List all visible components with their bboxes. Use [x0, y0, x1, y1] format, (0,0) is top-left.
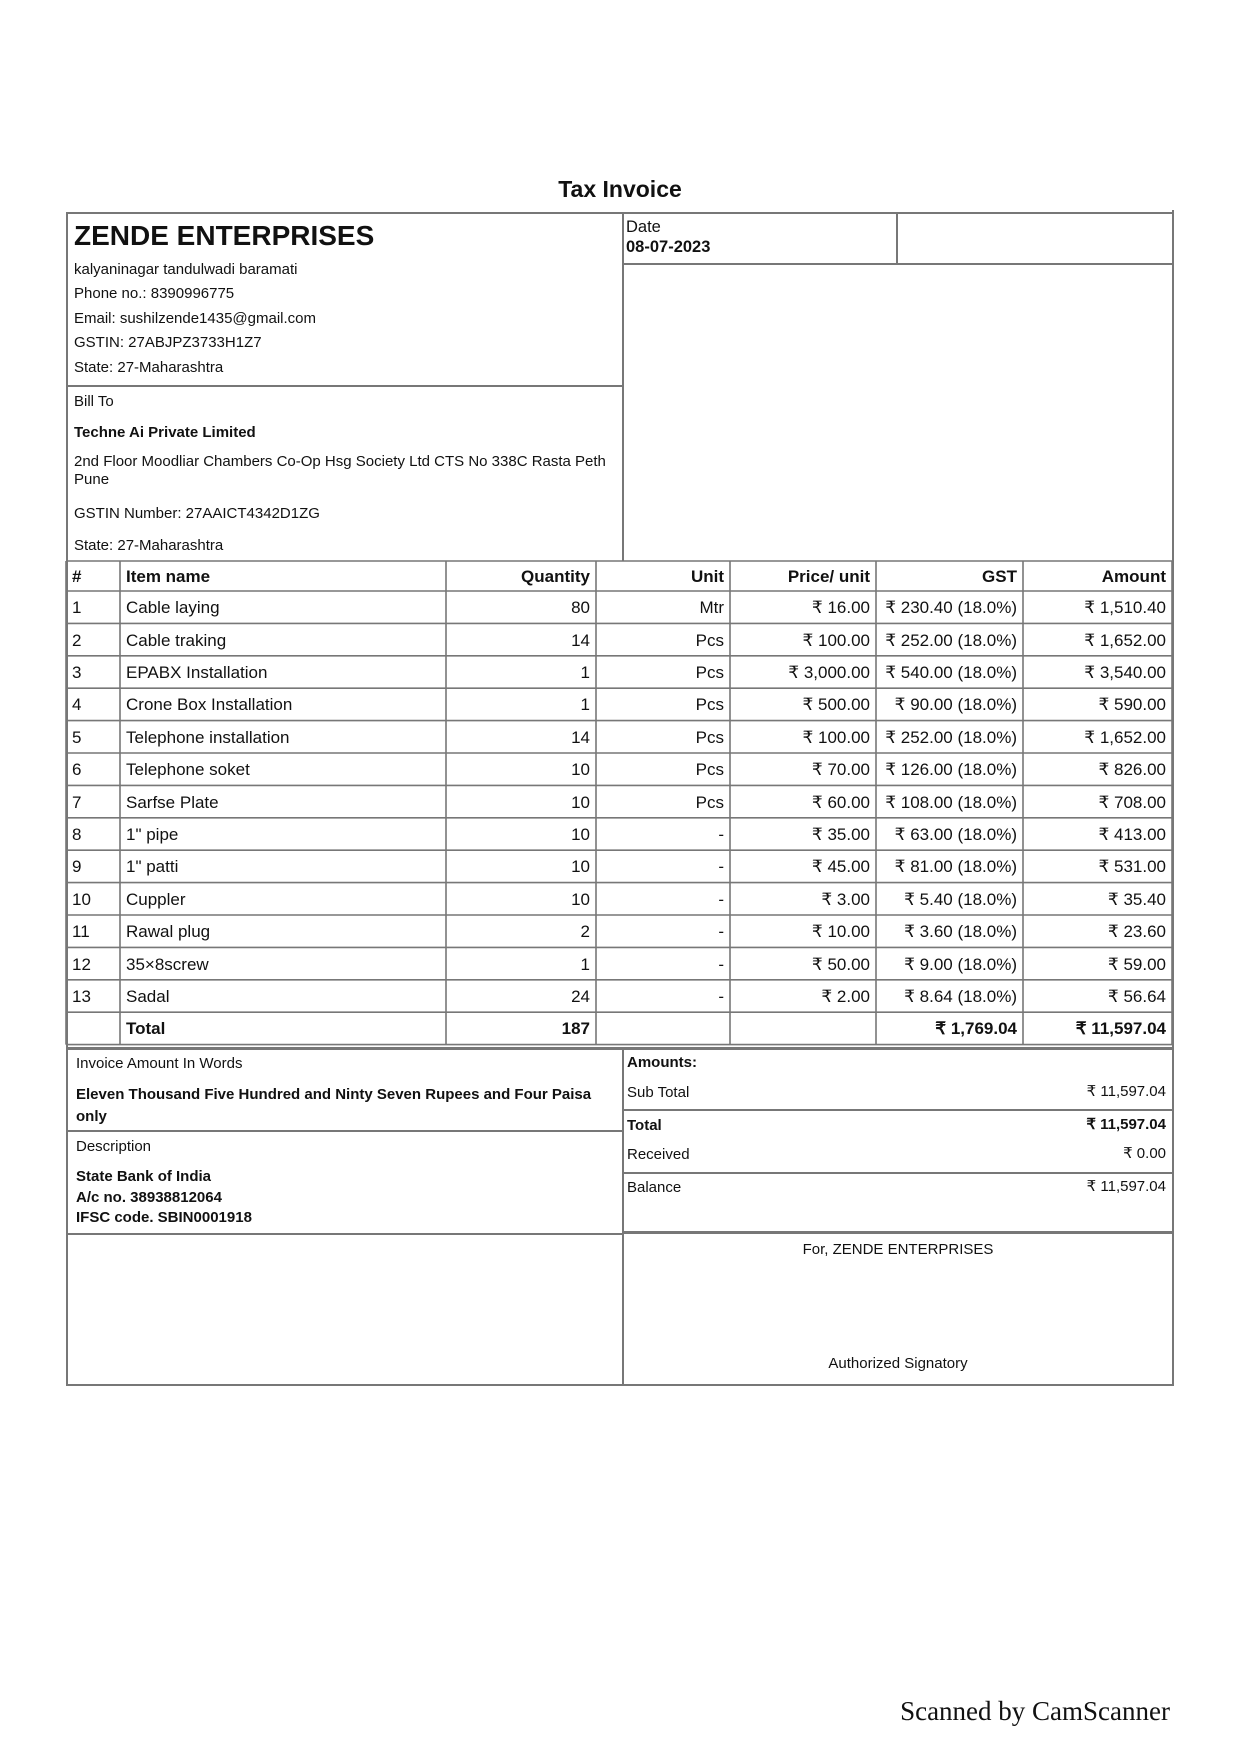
- cell-quantity: 2: [580, 922, 590, 942]
- cell-unit: Pcs: [695, 663, 724, 682]
- cell-unit: -: [718, 922, 724, 942]
- cell-row-number: 3: [72, 663, 82, 682]
- cell-gst: ₹ 108.00 (18.0%): [885, 792, 1017, 812]
- cell-unit: -: [718, 987, 724, 1006]
- cell-gst: ₹ 81.00 (18.0%): [894, 857, 1017, 877]
- cell-row-number: 11: [72, 922, 90, 942]
- camscanner-watermark: Scanned by CamScanner: [900, 1696, 1170, 1726]
- date-value: 08-07-2023: [626, 238, 711, 256]
- total-row-label: Total: [126, 1019, 166, 1039]
- words-bottom-border: [66, 1130, 624, 1132]
- seller-gstin: GSTIN: 27ABJPZ3733H1Z7: [74, 334, 262, 351]
- cell-amount: ₹ 708.00: [1098, 792, 1166, 812]
- cell-row-number: 7: [72, 792, 82, 812]
- cell-gst: ₹ 8.64 (18.0%): [904, 987, 1017, 1006]
- cell-gst: ₹ 252.00 (18.0%): [885, 727, 1017, 747]
- cell-row-number: 2: [72, 630, 82, 650]
- cell-item-name: Rawal plug: [126, 922, 211, 942]
- header-price-unit: Price/ unit: [787, 567, 870, 586]
- cell-amount: ₹ 35.40: [1107, 889, 1166, 909]
- seller-phone: Phone no.: 8390996775: [74, 285, 235, 302]
- bill-to-name: Techne Ai Private Limited: [74, 424, 256, 441]
- authorized-signatory-label: Authorized Signatory: [828, 1355, 968, 1372]
- amount-words-label: Invoice Amount In Words: [76, 1055, 243, 1072]
- cell-unit: Pcs: [695, 695, 724, 715]
- total-row-amount: ₹ 11,597.04: [1075, 1019, 1166, 1039]
- cell-amount: ₹ 59.00: [1107, 954, 1166, 974]
- amounts-label: Amounts:: [627, 1054, 697, 1071]
- cell-item-name: Telephone soket: [126, 760, 250, 780]
- cell-item-name: Cuppler: [126, 889, 186, 909]
- cell-item-name: Crone Box Installation: [126, 695, 293, 715]
- cell-row-number: 5: [72, 727, 82, 747]
- received-bottom-border: [622, 1172, 1174, 1174]
- description-bottom-border: [66, 1233, 624, 1235]
- cell-amount: ₹ 590.00: [1098, 695, 1166, 715]
- cell-unit: -: [718, 825, 724, 844]
- cell-quantity: 10: [571, 760, 590, 780]
- cell-unit: Pcs: [695, 760, 724, 780]
- seller-email: Email: sushilzende1435@gmail.com: [74, 310, 317, 327]
- cell-unit: -: [718, 857, 724, 877]
- cell-item-name: EPABX Installation: [126, 663, 268, 682]
- cell-quantity: 1: [580, 954, 590, 974]
- cell-amount: ₹ 23.60: [1107, 922, 1166, 942]
- cell-unit: Mtr: [699, 598, 724, 618]
- total-row-quantity: 187: [561, 1019, 590, 1039]
- cell-unit: -: [718, 889, 724, 909]
- cell-row-number: 13: [72, 987, 91, 1006]
- cell-gst: ₹ 3.60 (18.0%): [904, 922, 1017, 942]
- cell-item-name: 35×8screw: [126, 954, 209, 974]
- cell-row-number: 6: [72, 760, 82, 780]
- total-value: ₹ 11,597.04: [1086, 1116, 1166, 1133]
- seller-state: State: 27-Maharashtra: [74, 359, 224, 376]
- cell-gst: ₹ 9.00 (18.0%): [904, 954, 1017, 974]
- cell-item-name: 1" patti: [126, 857, 179, 877]
- cell-amount: ₹ 531.00: [1098, 857, 1166, 877]
- cell-gst: ₹ 252.00 (18.0%): [885, 630, 1017, 650]
- signature-for-label: For, ZENDE ENTERPRISES: [802, 1241, 994, 1258]
- cell-price-unit: ₹ 45.00: [811, 857, 870, 877]
- header-quantity: Quantity: [521, 567, 590, 586]
- bill-to-address: 2nd Floor Moodliar Chambers Co-Op Hsg Society Ltd CTS No 338C Rasta Peth Pune: [74, 453, 606, 488]
- cell-gst: ₹ 63.00 (18.0%): [894, 825, 1017, 844]
- cell-unit: Pcs: [695, 630, 724, 650]
- bill-to-gstin: GSTIN Number: 27AAICT4342D1ZG: [74, 505, 320, 522]
- cell-quantity: 14: [571, 727, 590, 747]
- header-unit: Unit: [690, 567, 724, 586]
- sub-total-value: ₹ 11,597.04: [1086, 1083, 1166, 1100]
- date-label: Date: [626, 218, 661, 236]
- cell-price-unit: ₹ 3,000.00: [788, 663, 870, 682]
- bill-to-label: Bill To: [74, 393, 114, 410]
- cell-quantity: 80: [571, 598, 590, 618]
- cell-unit: -: [718, 954, 724, 974]
- cell-quantity: 14: [571, 630, 590, 650]
- amount-words-value: Eleven Thousand Five Hundred and Ninty Seven Rupees and Four Paisa only: [76, 1086, 592, 1125]
- sub-total-label: Sub Total: [627, 1084, 690, 1101]
- seller-address: kalyaninagar tandulwadi baramati: [74, 261, 298, 278]
- cell-row-number: 12: [72, 954, 91, 974]
- cell-item-name: Sadal: [126, 987, 170, 1006]
- cell-price-unit: ₹ 35.00: [811, 825, 870, 844]
- cell-price-unit: ₹ 2.00: [821, 987, 870, 1006]
- cell-row-number: 1: [72, 598, 82, 618]
- cell-amount: ₹ 826.00: [1098, 760, 1166, 780]
- total-row-gst: ₹ 1,769.04: [935, 1019, 1017, 1039]
- header-gst: GST: [982, 567, 1017, 586]
- cell-quantity: 10: [571, 792, 590, 812]
- invoice-title: Tax Invoice: [558, 176, 682, 202]
- cell-price-unit: ₹ 500.00: [802, 695, 870, 715]
- cell-quantity: 10: [571, 857, 590, 877]
- cell-item-name: Telephone installation: [126, 727, 290, 747]
- cell-unit: Pcs: [695, 792, 724, 812]
- cell-quantity: 24: [571, 987, 590, 1006]
- cell-amount: ₹ 1,652.00: [1084, 727, 1166, 747]
- cell-price-unit: ₹ 70.00: [811, 760, 870, 780]
- subtotal-bottom-border: [622, 1109, 1174, 1111]
- cell-quantity: 10: [571, 889, 590, 909]
- cell-price-unit: ₹ 60.00: [811, 792, 870, 812]
- cell-unit: Pcs: [695, 727, 724, 747]
- cell-item-name: Sarfse Plate: [126, 792, 219, 812]
- header-row-number: #: [72, 567, 82, 586]
- cell-amount: ₹ 1,652.00: [1084, 630, 1166, 650]
- cell-quantity: 1: [580, 663, 590, 682]
- header-item-name: Item name: [126, 567, 211, 586]
- bottom-divider-vertical: [622, 1048, 624, 1386]
- balance-value: ₹ 11,597.04: [1086, 1178, 1166, 1195]
- cell-amount: ₹ 56.64: [1107, 987, 1166, 1006]
- cell-quantity: 1: [580, 695, 590, 715]
- cell-item-name: Cable traking: [126, 630, 227, 650]
- total-label: Total: [627, 1117, 662, 1134]
- cell-amount: ₹ 3,540.00: [1084, 663, 1166, 682]
- frame-bottom-border: [66, 1384, 1174, 1386]
- seller-name: ZENDE ENTERPRISES: [74, 220, 375, 251]
- cell-item-name: 1" pipe: [126, 825, 179, 844]
- cell-row-number: 4: [72, 695, 82, 715]
- cell-row-number: 10: [72, 889, 91, 909]
- cell-price-unit: ₹ 50.00: [811, 954, 870, 974]
- cell-gst: ₹ 5.40 (18.0%): [904, 889, 1017, 909]
- cell-price-unit: ₹ 16.00: [811, 598, 870, 618]
- cell-quantity: 10: [571, 825, 590, 844]
- received-label: Received: [627, 1146, 690, 1163]
- cell-price-unit: ₹ 100.00: [802, 727, 870, 747]
- cell-row-number: 9: [72, 857, 82, 877]
- cell-amount: ₹ 1,510.40: [1084, 598, 1166, 618]
- cell-price-unit: ₹ 10.00: [811, 922, 870, 942]
- cell-gst: ₹ 540.00 (18.0%): [885, 663, 1017, 682]
- cell-price-unit: ₹ 3.00: [821, 889, 870, 909]
- cell-price-unit: ₹ 100.00: [802, 630, 870, 650]
- cell-gst: ₹ 230.40 (18.0%): [885, 598, 1017, 618]
- cell-gst: ₹ 126.00 (18.0%): [885, 760, 1017, 780]
- cell-row-number: 8: [72, 825, 82, 844]
- bill-to-state: State: 27-Maharashtra: [74, 537, 224, 554]
- cell-item-name: Cable laying: [126, 598, 220, 618]
- description-label: Description: [76, 1138, 152, 1155]
- bottom-top-border: [66, 1047, 1174, 1050]
- amounts-bottom-border: [622, 1231, 1174, 1234]
- received-value: ₹ 0.00: [1123, 1145, 1166, 1162]
- bank-account: A/c no. 38938812064: [76, 1189, 222, 1206]
- cell-gst: ₹ 90.00 (18.0%): [894, 695, 1017, 715]
- cell-amount: ₹ 413.00: [1098, 825, 1166, 844]
- bank-ifsc: IFSC code. SBIN0001918: [76, 1209, 252, 1226]
- bank-name: State Bank of India: [76, 1168, 212, 1185]
- header-amount: Amount: [1101, 567, 1166, 586]
- balance-label: Balance: [627, 1179, 682, 1196]
